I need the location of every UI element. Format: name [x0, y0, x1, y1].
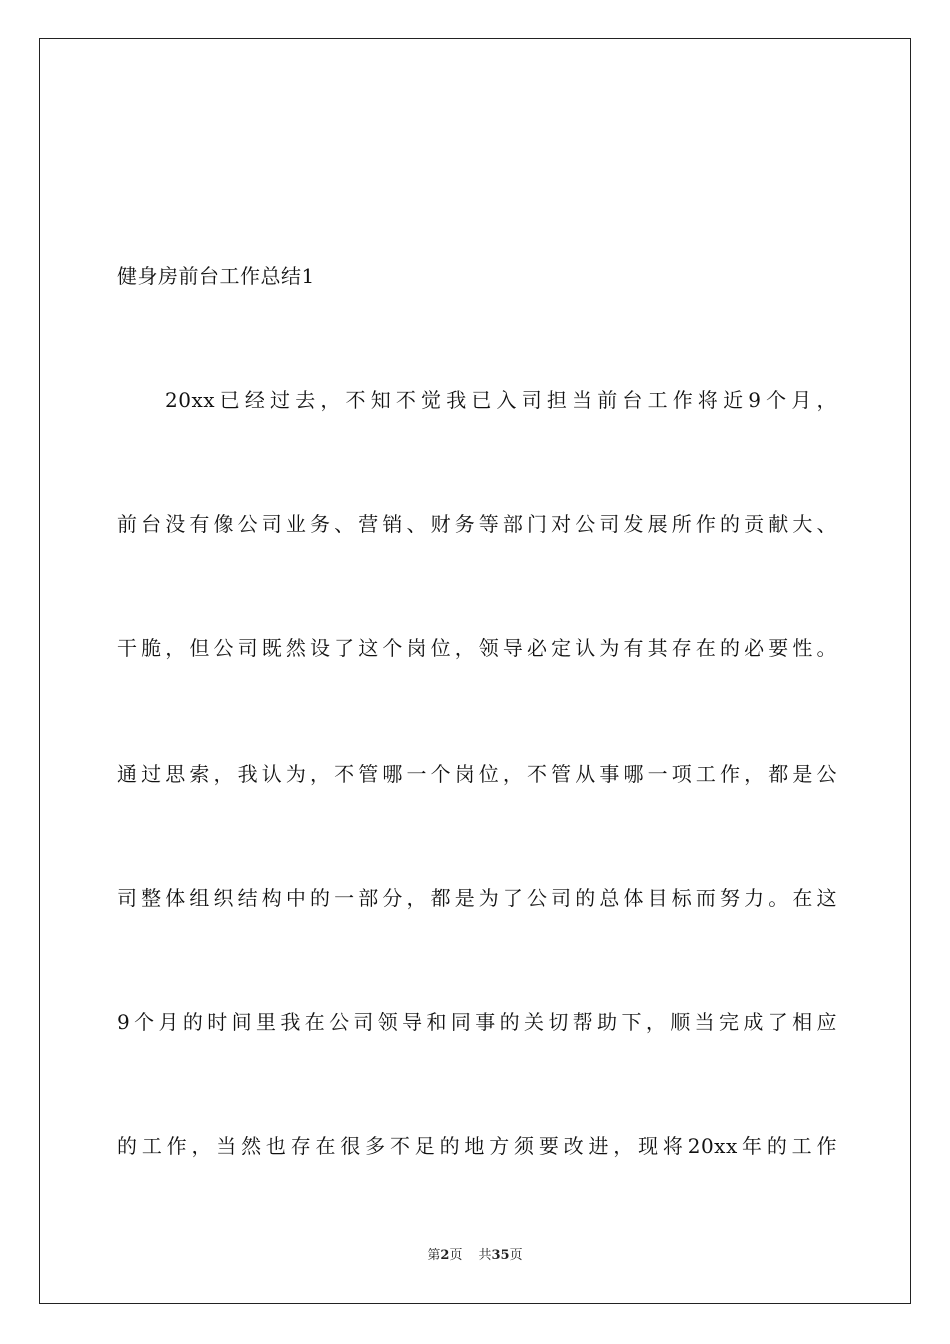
- page-number-suffix: 页: [449, 1248, 463, 1263]
- paragraph-line: 前台没有像公司业务、营销、财务等部门对公司发展所作的贡献大、: [117, 512, 837, 536]
- page-border: [39, 38, 911, 1304]
- paragraph-line: 的工作，当然也存在很多不足的地方须要改进，现将20xx年的工作: [117, 1134, 837, 1158]
- paragraph-line: 通过思索，我认为，不管哪一个岗位，不管从事哪一项工作，都是公: [117, 762, 837, 786]
- page-number-prefix: 第: [427, 1248, 441, 1263]
- paragraph-line: 司整体组织结构中的一部分，都是为了公司的总体目标而努力。在这: [117, 886, 837, 910]
- page-footer: [0, 1248, 950, 1264]
- total-pages-number: 35: [491, 1248, 510, 1263]
- document-title: 健身房前台工作总结1: [117, 264, 315, 288]
- total-pages-prefix: 共: [478, 1248, 492, 1263]
- paragraph-line: 干脆，但公司既然设了这个岗位，领导必定认为有其存在的必要性。: [117, 636, 837, 660]
- paragraph-line: 9个月的时间里我在公司领导和同事的关切帮助下，顺当完成了相应: [117, 1010, 837, 1034]
- paragraph-line: 20xx已经过去，不知不觉我已入司担当前台工作将近9个月，: [165, 388, 837, 412]
- total-pages-suffix: 页: [509, 1248, 523, 1263]
- current-page-number: 2: [440, 1248, 450, 1263]
